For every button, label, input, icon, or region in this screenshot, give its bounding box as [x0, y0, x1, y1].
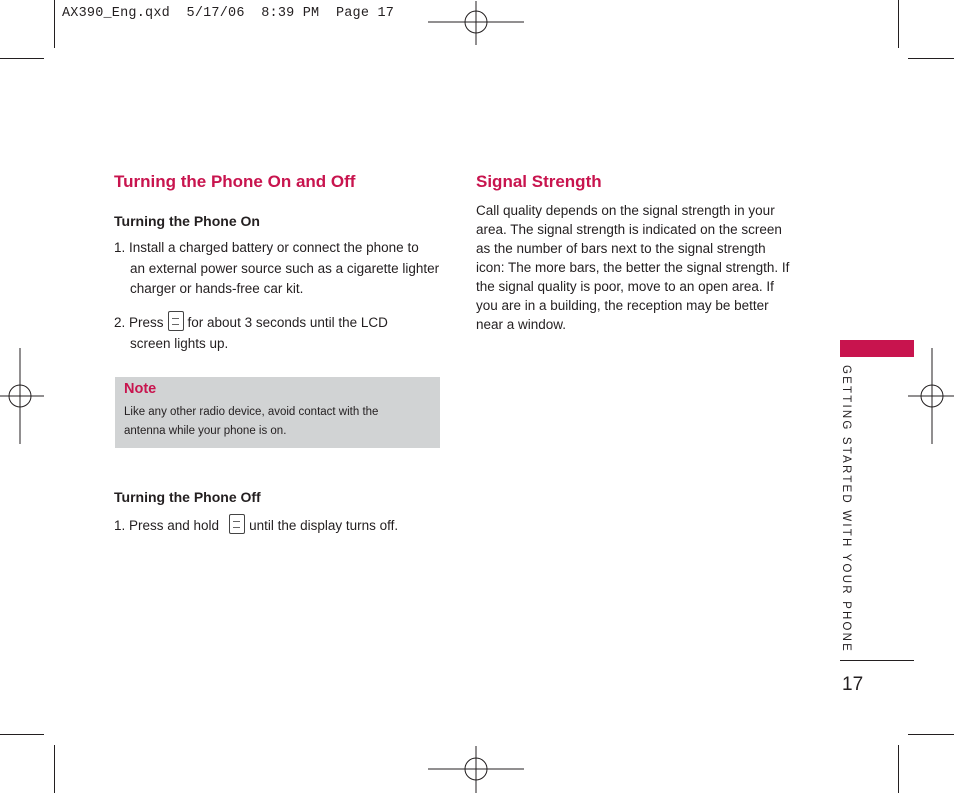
step-line: screen lights up. — [130, 335, 229, 351]
step-text: until the display turns off. — [249, 518, 399, 533]
note-line: antenna while your phone is on. — [124, 425, 287, 437]
paragraph-line: as the number of bars next to the signal strength — [476, 241, 766, 256]
step-press-power — [114, 311, 449, 354]
step-text: 2. Press — [114, 315, 164, 330]
section-tab-bar — [840, 340, 914, 357]
crop-mark-top-right-v — [898, 0, 899, 48]
subheading-phone-on: Turning the Phone On — [114, 213, 260, 229]
signal-paragraph — [476, 201, 816, 334]
end-power-key-icon — [229, 514, 245, 534]
step-text: for about 3 seconds until the LCD — [187, 315, 388, 330]
crop-mark-top-left-h — [0, 58, 44, 59]
step-line: an external power source such as a cigarette lighter — [130, 260, 440, 276]
print-slug: AX390_Eng.qxd 5/17/06 8:39 PM Page 17 — [62, 6, 395, 21]
note-title: Note — [124, 381, 157, 397]
step-text: 1. Press and hold — [114, 518, 220, 533]
note-line: Like any other radio device, avoid contact with the — [124, 406, 379, 418]
section-heading-signal: Signal Strength — [476, 172, 602, 191]
crop-mark-bottom-right-h — [908, 734, 954, 735]
registration-mark-icon — [0, 348, 44, 444]
registration-mark-icon — [908, 348, 954, 444]
crop-mark-top-right-h — [908, 58, 954, 59]
paragraph-line: Call quality depends on the signal strength in your — [476, 203, 775, 218]
registration-mark-icon — [428, 746, 524, 793]
paragraph-line: you are in a building, the reception may be better — [476, 298, 769, 313]
crop-mark-bottom-left-v — [54, 745, 55, 793]
crop-mark-bottom-right-v — [898, 745, 899, 793]
step-line: 1. Install a charged battery or connect the phone to — [114, 240, 419, 255]
registration-mark-icon — [428, 1, 524, 45]
page-number: 17 — [842, 674, 864, 695]
crop-mark-top-left-v — [54, 0, 55, 48]
step-press-hold-power — [114, 514, 449, 537]
paragraph-line: icon: The more bars, the better the signal strength. If — [476, 260, 790, 275]
subheading-phone-off: Turning the Phone Off — [114, 489, 261, 505]
crop-mark-bottom-left-h — [0, 734, 44, 735]
step-install-battery — [114, 238, 449, 300]
paragraph-line: area. The signal strength is indicated on the screen — [476, 222, 782, 237]
note-box — [115, 377, 440, 448]
note-text — [124, 403, 424, 441]
section-heading-power: Turning the Phone On and Off — [114, 172, 356, 191]
paragraph-line: the signal quality is poor, move to an open area. If — [476, 279, 774, 294]
paragraph-line: near a window. — [476, 317, 567, 332]
section-tab-label: GETTING STARTED WITH YOUR PHONE — [840, 365, 852, 653]
divider — [840, 660, 914, 661]
step-line: charger or hands-free car kit. — [130, 281, 304, 296]
end-power-key-icon — [168, 311, 184, 331]
